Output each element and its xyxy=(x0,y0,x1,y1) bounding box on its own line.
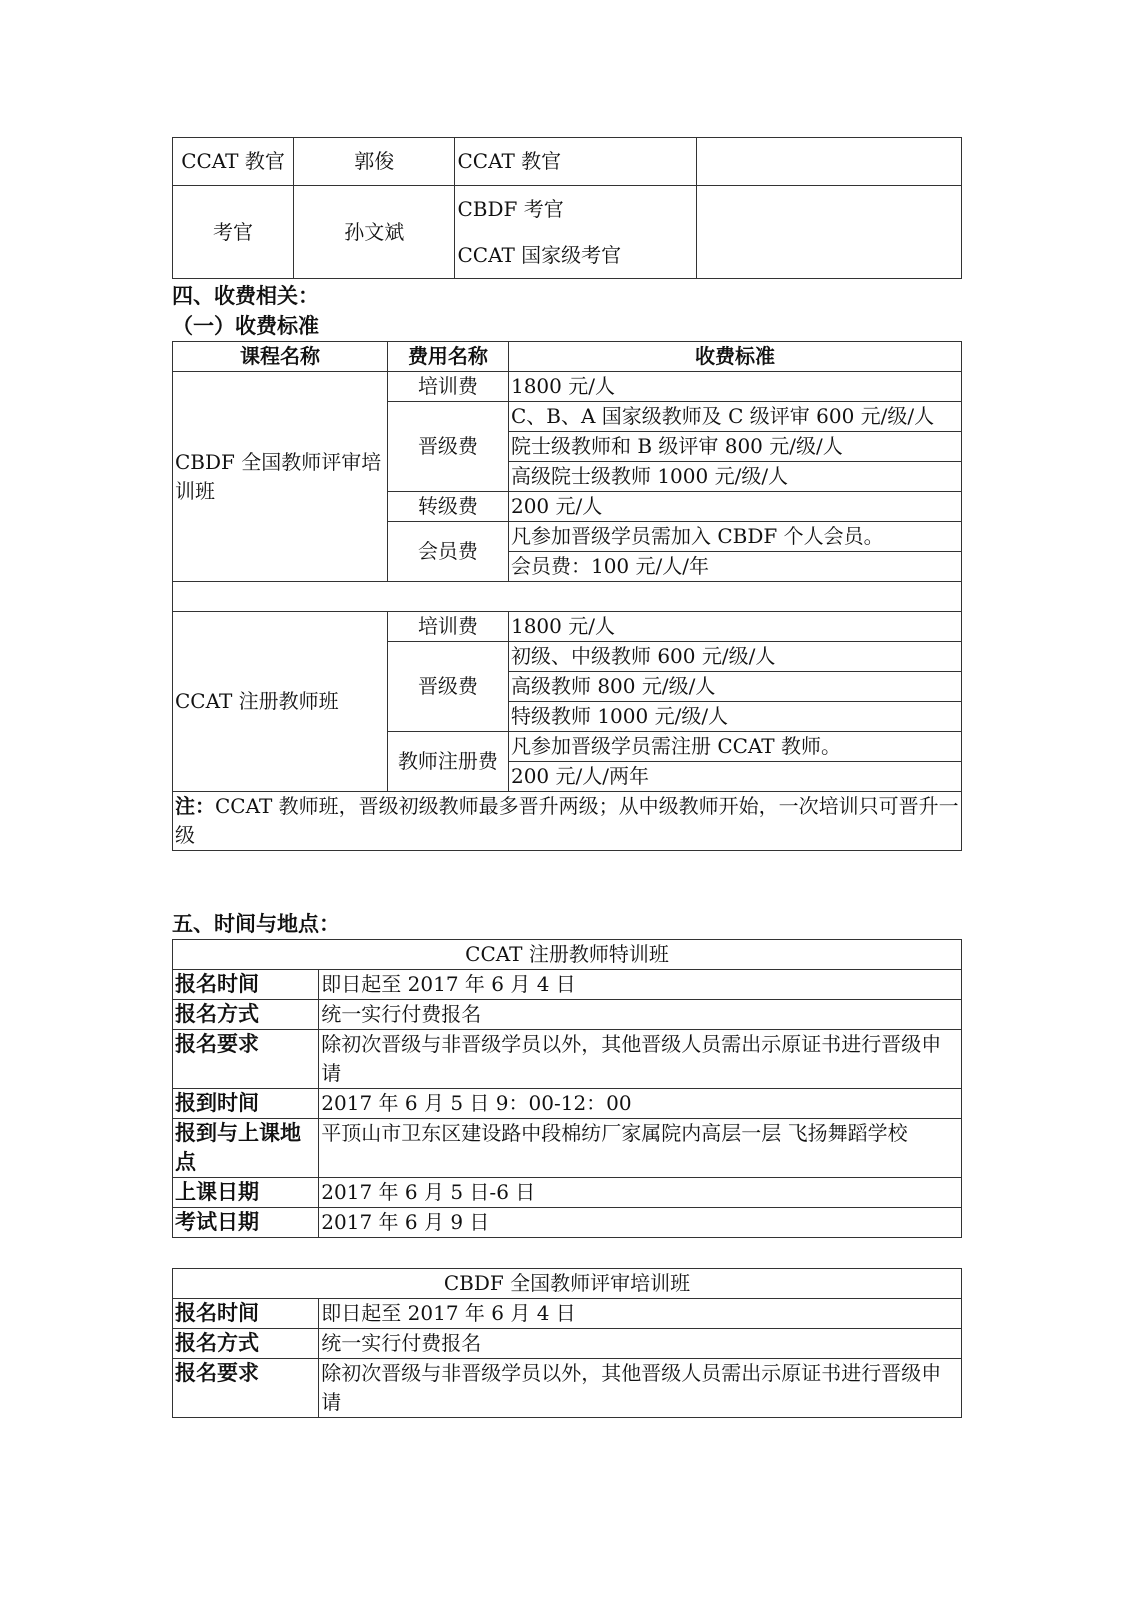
fee-value: 200 元/人 xyxy=(508,492,961,522)
staff-table xyxy=(172,137,962,279)
column-header: 费用名称 xyxy=(387,342,508,372)
fee-value: 会员费：100 元/人/年 xyxy=(508,552,961,582)
row-label: 报名要求 xyxy=(173,1030,319,1089)
table-header-row xyxy=(173,342,962,372)
document-page xyxy=(172,137,962,1418)
table-row xyxy=(173,1030,962,1089)
table-title-row xyxy=(173,1269,962,1299)
table-row xyxy=(173,1000,962,1030)
row-label: 报名时间 xyxy=(173,1299,319,1329)
row-value: 2017 年 6 月 9 日 xyxy=(319,1208,962,1238)
cbdf-schedule-table xyxy=(172,1268,962,1418)
row-label: 报名方式 xyxy=(173,1000,319,1030)
table-title: CCAT 注册教师特训班 xyxy=(173,940,962,970)
section-heading: 五、时间与地点： xyxy=(172,912,340,936)
staff-note xyxy=(696,186,961,279)
table-row xyxy=(173,1119,962,1178)
fee-note xyxy=(173,792,962,851)
fee-value: C、B、A 国家级教师及 C 级评审 600 元/级/人 xyxy=(508,402,961,432)
fee-value: 院士级教师和 B 级评审 800 元/级/人 xyxy=(508,432,961,462)
table-row xyxy=(173,186,962,279)
fee-value: 初级、中级教师 600 元/级/人 xyxy=(508,642,961,672)
row-label: 报名方式 xyxy=(173,1329,319,1359)
table-row xyxy=(173,1299,962,1329)
fee-value: 特级教师 1000 元/级/人 xyxy=(508,702,961,732)
fee-value: 高级教师 800 元/级/人 xyxy=(508,672,961,702)
table-title: CBDF 全国教师评审培训班 xyxy=(173,1269,962,1299)
fee-value: 1800 元/人 xyxy=(508,372,961,402)
table-row xyxy=(173,372,962,402)
row-value: 除初次晋级与非晋级学员以外，其他晋级人员需出示原证书进行晋级申请 xyxy=(319,1030,962,1089)
row-label: 报到与上课地点 xyxy=(173,1119,319,1178)
note-label: 注： xyxy=(175,794,215,818)
note-text: CCAT 教师班，晋级初级教师最多晋升两级；从中级教师开始，一次培训只可晋升一级 xyxy=(175,794,959,847)
fee-name: 转级费 xyxy=(387,492,508,522)
staff-qual: CCAT 教官 xyxy=(455,138,696,186)
fee-value: 1800 元/人 xyxy=(508,612,961,642)
row-value: 统一实行付费报名 xyxy=(319,1000,962,1030)
table-row xyxy=(173,612,962,642)
section-heading: 四、收费相关： xyxy=(172,284,319,308)
fee-value: 高级院士级教师 1000 元/级/人 xyxy=(508,462,961,492)
ccat-schedule-table xyxy=(172,939,962,1238)
table-row xyxy=(173,1359,962,1418)
row-value: 2017 年 6 月 5 日 9：00-12：00 xyxy=(319,1089,962,1119)
row-label: 报到时间 xyxy=(173,1089,319,1119)
row-label: 报名要求 xyxy=(173,1359,319,1418)
row-label: 考试日期 xyxy=(173,1208,319,1238)
staff-note xyxy=(696,138,961,186)
table-row xyxy=(173,792,962,851)
table-row xyxy=(173,1208,962,1238)
table-row xyxy=(173,138,962,186)
fee-value: 凡参加晋级学员需加入 CBDF 个人会员。 xyxy=(508,522,961,552)
fee-name: 会员费 xyxy=(387,522,508,582)
row-value: 平顶山市卫东区建设路中段棉纺厂家属院内高层一层 飞扬舞蹈学校 xyxy=(319,1119,962,1178)
row-value: 即日起至 2017 年 6 月 4 日 xyxy=(319,970,962,1000)
row-value: 即日起至 2017 年 6 月 4 日 xyxy=(319,1299,962,1329)
fee-name: 培训费 xyxy=(387,372,508,402)
staff-role: CCAT 教官 xyxy=(173,138,294,186)
row-label: 报名时间 xyxy=(173,970,319,1000)
course-name: CBDF 全国教师评审培训班 xyxy=(173,372,388,582)
fee-name: 晋级费 xyxy=(387,642,508,732)
table-title-row xyxy=(173,940,962,970)
staff-name: 郭俊 xyxy=(294,138,455,186)
section-subheading: （一）收费标准 xyxy=(172,314,319,338)
fee-name: 晋级费 xyxy=(387,402,508,492)
row-value: 2017 年 6 月 5 日-6 日 xyxy=(319,1178,962,1208)
table-row xyxy=(173,1089,962,1119)
spacer-cell xyxy=(173,582,962,612)
column-header: 课程名称 xyxy=(173,342,388,372)
fee-name: 教师注册费 xyxy=(387,732,508,792)
fee-value: 凡参加晋级学员需注册 CCAT 教师。 xyxy=(508,732,961,762)
row-value: 除初次晋级与非晋级学员以外，其他晋级人员需出示原证书进行晋级申请 xyxy=(319,1359,962,1418)
staff-name: 孙文斌 xyxy=(294,186,455,279)
table-row xyxy=(173,970,962,1000)
fee-name: 培训费 xyxy=(387,612,508,642)
row-value: 统一实行付费报名 xyxy=(319,1329,962,1359)
column-header: 收费标准 xyxy=(508,342,961,372)
staff-qual: CBDF 考官 xyxy=(457,197,564,221)
table-spacer-row xyxy=(173,582,962,612)
staff-quals xyxy=(455,186,696,279)
course-name: CCAT 注册教师班 xyxy=(173,612,388,792)
fee-table xyxy=(172,341,962,851)
table-row xyxy=(173,1329,962,1359)
row-label: 上课日期 xyxy=(173,1178,319,1208)
table-row xyxy=(173,1178,962,1208)
fee-value: 200 元/人/两年 xyxy=(508,762,961,792)
staff-qual: CCAT 国家级考官 xyxy=(457,243,622,267)
staff-role: 考官 xyxy=(173,186,294,279)
